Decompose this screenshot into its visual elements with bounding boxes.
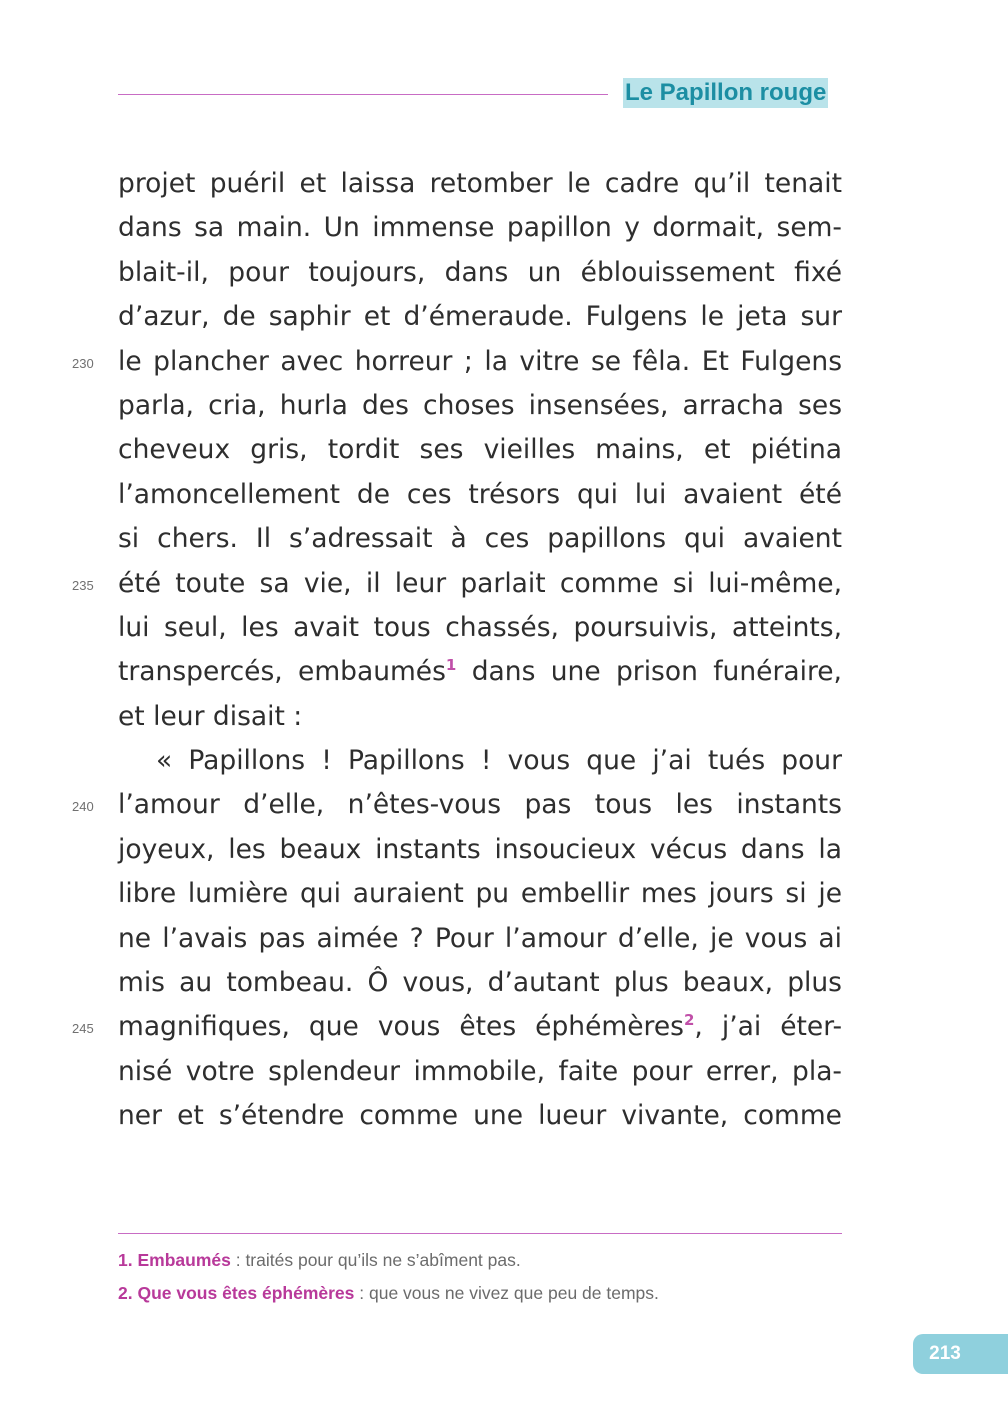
text-line: [118, 828, 842, 872]
line-text: joyeux, les beaux instants insoucieux vécus dans la: [118, 833, 842, 865]
line-text-part: magnifiques, que vous êtes éphémères: [118, 1011, 684, 1043]
line-text-part: dans une prison funéraire,: [471, 656, 842, 688]
line-text: l’amour d’elle, n’êtes-vous pas tous les instants: [118, 789, 842, 821]
text-line: [118, 473, 842, 517]
line-text: et leur disait :: [118, 700, 303, 732]
chapter-title: Le Papillon rouge: [625, 79, 827, 106]
text-line: [72, 783, 842, 827]
footnote-number: 1.: [118, 1250, 133, 1270]
text-line: [118, 650, 842, 694]
footnotes: [118, 1246, 842, 1312]
line-text: parla, cria, hurla des choses insensées, arracha ses: [118, 389, 842, 421]
line-text-part: , j’ai éter-: [694, 1011, 843, 1043]
line-text: ner et s’étendre comme une lueur vivante, comme: [118, 1100, 842, 1132]
page-number: 213: [929, 1343, 961, 1364]
line-number: 245: [72, 1021, 94, 1037]
text-line: [118, 251, 842, 295]
line-text: si chers. Il s’adressait à ces papillons qui avaient: [118, 523, 842, 555]
footnote-term: Que vous êtes éphémères: [137, 1283, 355, 1303]
line-text: ne l’avais pas aimée ? Pour l’amour d’elle, je vous ai: [118, 922, 842, 954]
text-line: [118, 206, 842, 250]
line-text: « Papillons ! Papillons ! vous que j’ai tués pour: [156, 745, 842, 777]
text-line: [118, 1050, 842, 1094]
text-line: [118, 872, 842, 916]
footnote-number: 2.: [118, 1283, 133, 1303]
line-text: nisé votre splendeur immobile, faite pour errer, pla-: [118, 1055, 842, 1087]
text-line: [118, 517, 842, 561]
body-text: [72, 162, 843, 1139]
header-rule: [118, 94, 608, 95]
text-line: [118, 295, 842, 339]
text-line: [118, 1094, 842, 1138]
line-text: projet puéril et laissa retomber le cadre qu’il tenait: [118, 168, 842, 199]
line-text: [118, 1011, 842, 1042]
text-line: [118, 606, 842, 650]
footnote-term: Embaumés: [137, 1250, 231, 1270]
footnote-definition: : que vous ne vivez que peu de temps.: [354, 1283, 659, 1303]
footnote-rule: [118, 1233, 842, 1234]
text-line: [72, 1005, 843, 1049]
line-text: lui seul, les avait tous chassés, poursuivis, atteints,: [118, 611, 842, 643]
text-line: [118, 917, 842, 961]
text-line: [118, 695, 842, 739]
line-text: été toute sa vie, il leur parlait comme si lui-même,: [118, 567, 842, 599]
line-number: 230: [72, 355, 94, 371]
footnote-item: [118, 1246, 842, 1279]
line-text: [118, 656, 456, 687]
text-line: [118, 961, 842, 1005]
line-text: d’azur, de saphir et d’émeraude. Fulgens le jeta sur: [118, 301, 842, 333]
line-text: l’amoncellement de ces trésors qui lui avaient été: [118, 478, 842, 510]
text-line: [118, 428, 842, 472]
line-text: libre lumière qui auraient pu embellir mes jours si je: [118, 878, 842, 910]
line-text: dans sa main. Un immense papillon y dormait, sem-: [118, 212, 842, 244]
footnote-reference: 2: [683, 1011, 695, 1030]
text-line: [118, 739, 842, 783]
line-text: le plancher avec horreur ; la vitre se fêla. Et Fulgens: [118, 345, 842, 377]
text-line: [72, 340, 842, 384]
text-line: [118, 162, 842, 206]
line-text-part: transpercés, embaumés: [118, 656, 446, 688]
footnote-definition: : traités pour qu’ils ne s’abîment pas.: [230, 1250, 521, 1270]
line-text: mis au tombeau. Ô vous, d’autant plus beaux, plus: [118, 967, 842, 999]
line-text: blait-il, pour toujours, dans un éblouissement fixé: [118, 256, 842, 288]
line-number: 235: [72, 577, 94, 593]
line-number: 240: [72, 799, 94, 815]
text-line: [72, 562, 842, 606]
footnote-item: [118, 1279, 842, 1312]
text-line: [118, 384, 842, 428]
line-text: cheveux gris, tordit ses vieilles mains, et piétina: [118, 434, 842, 466]
footnote-reference: 1: [445, 656, 457, 675]
